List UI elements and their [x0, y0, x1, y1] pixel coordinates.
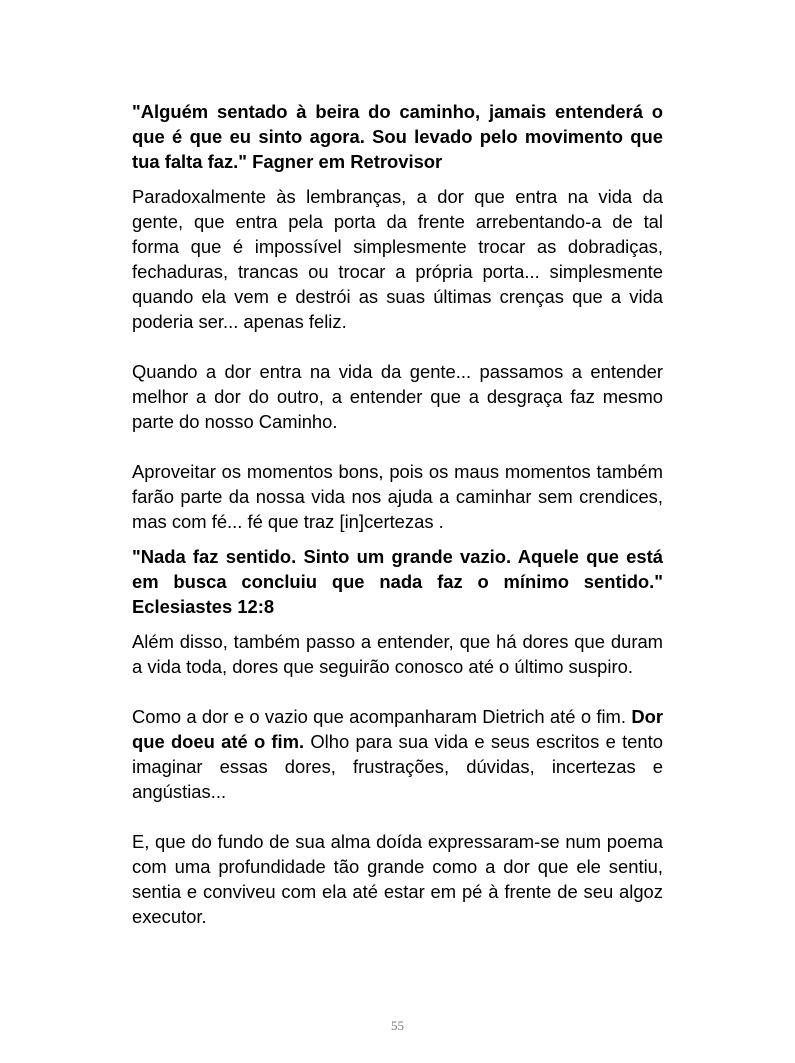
paragraph-2: Quando a dor entra na vida da gente... passamos a entender melhor a dor do outro, a entender que a desgraça faz mesmo parte do nosso Caminho.	[132, 361, 663, 432]
paragraph-3: Aproveitar os momentos bons, pois os maus momentos também farão parte da nossa vida nos ajuda a caminhar sem crendices, mas com fé... fé que traz [in]certezas .	[132, 461, 663, 532]
ecclesiastes-quote: "Nada faz sentido. Sinto um grande vazio. Aquele que está em busca concluiu que nada faz o mínimo sentido." Eclesiastes 12:8	[132, 546, 663, 617]
paragraph-5	[132, 704, 663, 804]
paragraph-5-start: Como a dor e o vazio que acompanharam Dietrich até o fim.	[132, 706, 626, 727]
page-number: 55	[391, 1018, 404, 1033]
paragraph-5-bold: Dor que doeu até o fim.	[132, 706, 663, 752]
page-body	[132, 99, 663, 929]
paragraph-4: Além disso, também passo a entender, que há dores que duram a vida toda, dores que seguirão conosco até o último suspiro.	[132, 631, 663, 677]
epigraph-quote: "Alguém sentado à beira do caminho, jamais entenderá o que é que eu sinto agora. Sou levado pelo movimento que tua falta faz." Fagner em Retrovisor	[132, 101, 663, 172]
paragraph-1: Paradoxalmente às lembranças, a dor que entra na vida da gente, que entra pela porta da frente arrebentando-a de tal forma que é impossível simplesmente trocar as dobradiças, fechaduras, trancas ou trocar a própria porta... simplesmente quando ela vem e destrói as suas últimas crenças que a vida poderia ser... apenas feliz.	[132, 186, 663, 332]
paragraph-6: E, que do fundo de sua alma doída expressaram-se num poema com uma profundidade tão grande como a dor que ele sentiu, sentia e conviveu com ela até estar em pé à frente de seu algoz executor.	[132, 831, 663, 927]
paragraph-5-end: Olho para sua vida e seus escritos e tento imaginar essas dores, frustrações, dúvidas, incertezas e angústias...	[132, 731, 663, 802]
